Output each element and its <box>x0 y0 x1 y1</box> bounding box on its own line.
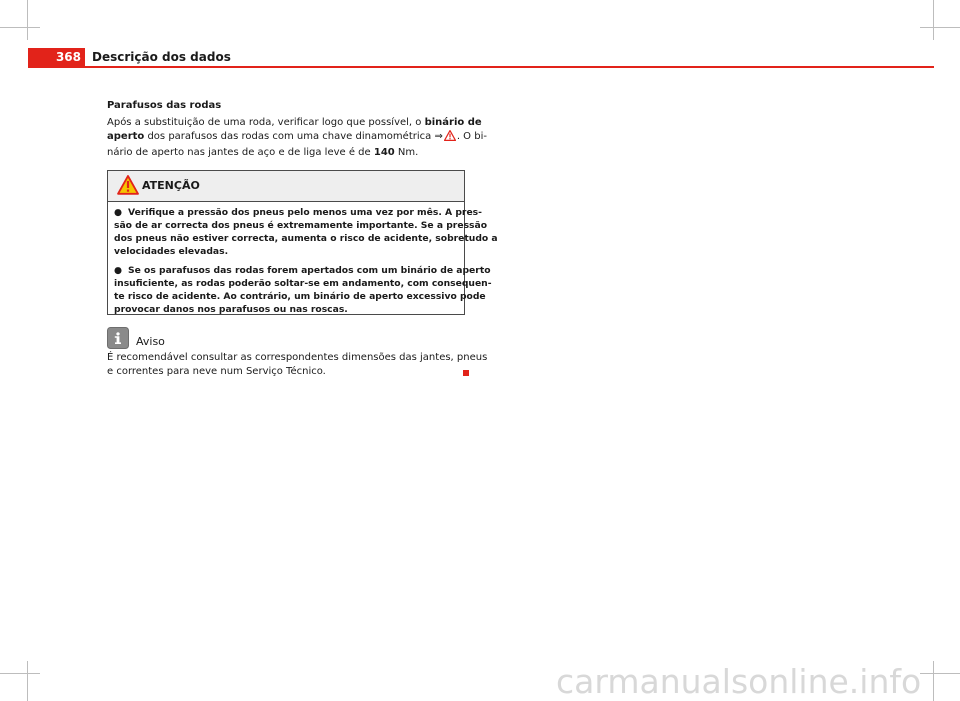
crop-mark <box>0 673 40 674</box>
warning-triangle-icon[interactable] <box>444 130 456 146</box>
warning-header <box>108 171 464 202</box>
bold-term: aperto <box>107 131 145 142</box>
warning-line: velocidades elevadas. <box>114 246 229 257</box>
text-run: Verifique a pressão dos pneus pelo menos uma vez por mês. A pres- <box>128 207 482 218</box>
warning-line: dos pneus não estiver correcta, aumenta o risco de acidente, sobretudo a <box>114 233 498 244</box>
bullet-icon: ● <box>114 265 123 276</box>
text-run: Após a substituição de uma roda, verificar logo que possível, o <box>107 117 425 128</box>
warning-box <box>107 170 498 315</box>
cross-reference-arrow: ⇒ <box>434 131 443 142</box>
text-run: nário de aperto nas jantes de aço e de liga leve é de <box>107 147 374 158</box>
bold-term: binário de <box>424 117 482 128</box>
warning-body <box>108 202 498 316</box>
crop-mark <box>27 661 28 701</box>
section-heading: Parafusos das rodas <box>107 100 222 111</box>
warning-line <box>114 206 482 219</box>
list-item <box>114 206 498 258</box>
text-run: Se os parafusos das rodas forem apertados com um binário de aperto <box>128 265 491 276</box>
torque-value: 140 <box>373 147 395 158</box>
warning-line: são de ar correcta dos pneus é extremamente importante. Se a pressão <box>114 220 488 231</box>
note-line: É recomendável consultar as correspondentes dimensões das jantes, pneus <box>107 352 488 363</box>
note-title: Aviso <box>136 335 165 348</box>
text-run: dos parafusos das rodas com uma chave dinamométrica <box>144 131 435 142</box>
body-paragraph <box>107 116 487 160</box>
crop-mark <box>920 27 960 28</box>
page-title: Descrição dos dados <box>92 50 231 64</box>
warning-line <box>114 264 491 277</box>
text-run: Nm. <box>394 147 419 158</box>
watermark: carmanualsonline.info <box>556 662 922 701</box>
end-of-section-marker <box>463 370 469 376</box>
crop-mark <box>920 673 960 674</box>
list-item <box>114 264 492 316</box>
crop-mark <box>933 0 934 40</box>
header-divider <box>28 66 934 68</box>
info-note-icon <box>107 327 129 353</box>
warning-triangle-icon <box>117 175 139 199</box>
note-line: e correntes para neve num Serviço Técnico. <box>107 366 326 377</box>
paragraph-line <box>107 130 487 146</box>
warning-title: ATENÇÃO <box>142 179 200 192</box>
paragraph-line <box>107 116 482 130</box>
warning-line: provocar danos nos parafusos ou nas roscas. <box>114 304 348 315</box>
paragraph-line <box>107 146 465 160</box>
crop-mark <box>0 27 40 28</box>
warning-line: te risco de acidente. Ao contrário, um binário de aperto excessivo pode <box>114 291 486 302</box>
page-number: 368 <box>28 48 85 66</box>
warning-line: insuficiente, as rodas poderão soltar-se em andamento, com consequen- <box>114 278 492 289</box>
bullet-icon: ● <box>114 207 123 218</box>
crop-mark <box>933 661 934 701</box>
text-run: . O bi- <box>456 131 487 142</box>
crop-mark <box>27 0 28 40</box>
note-text <box>107 351 488 379</box>
